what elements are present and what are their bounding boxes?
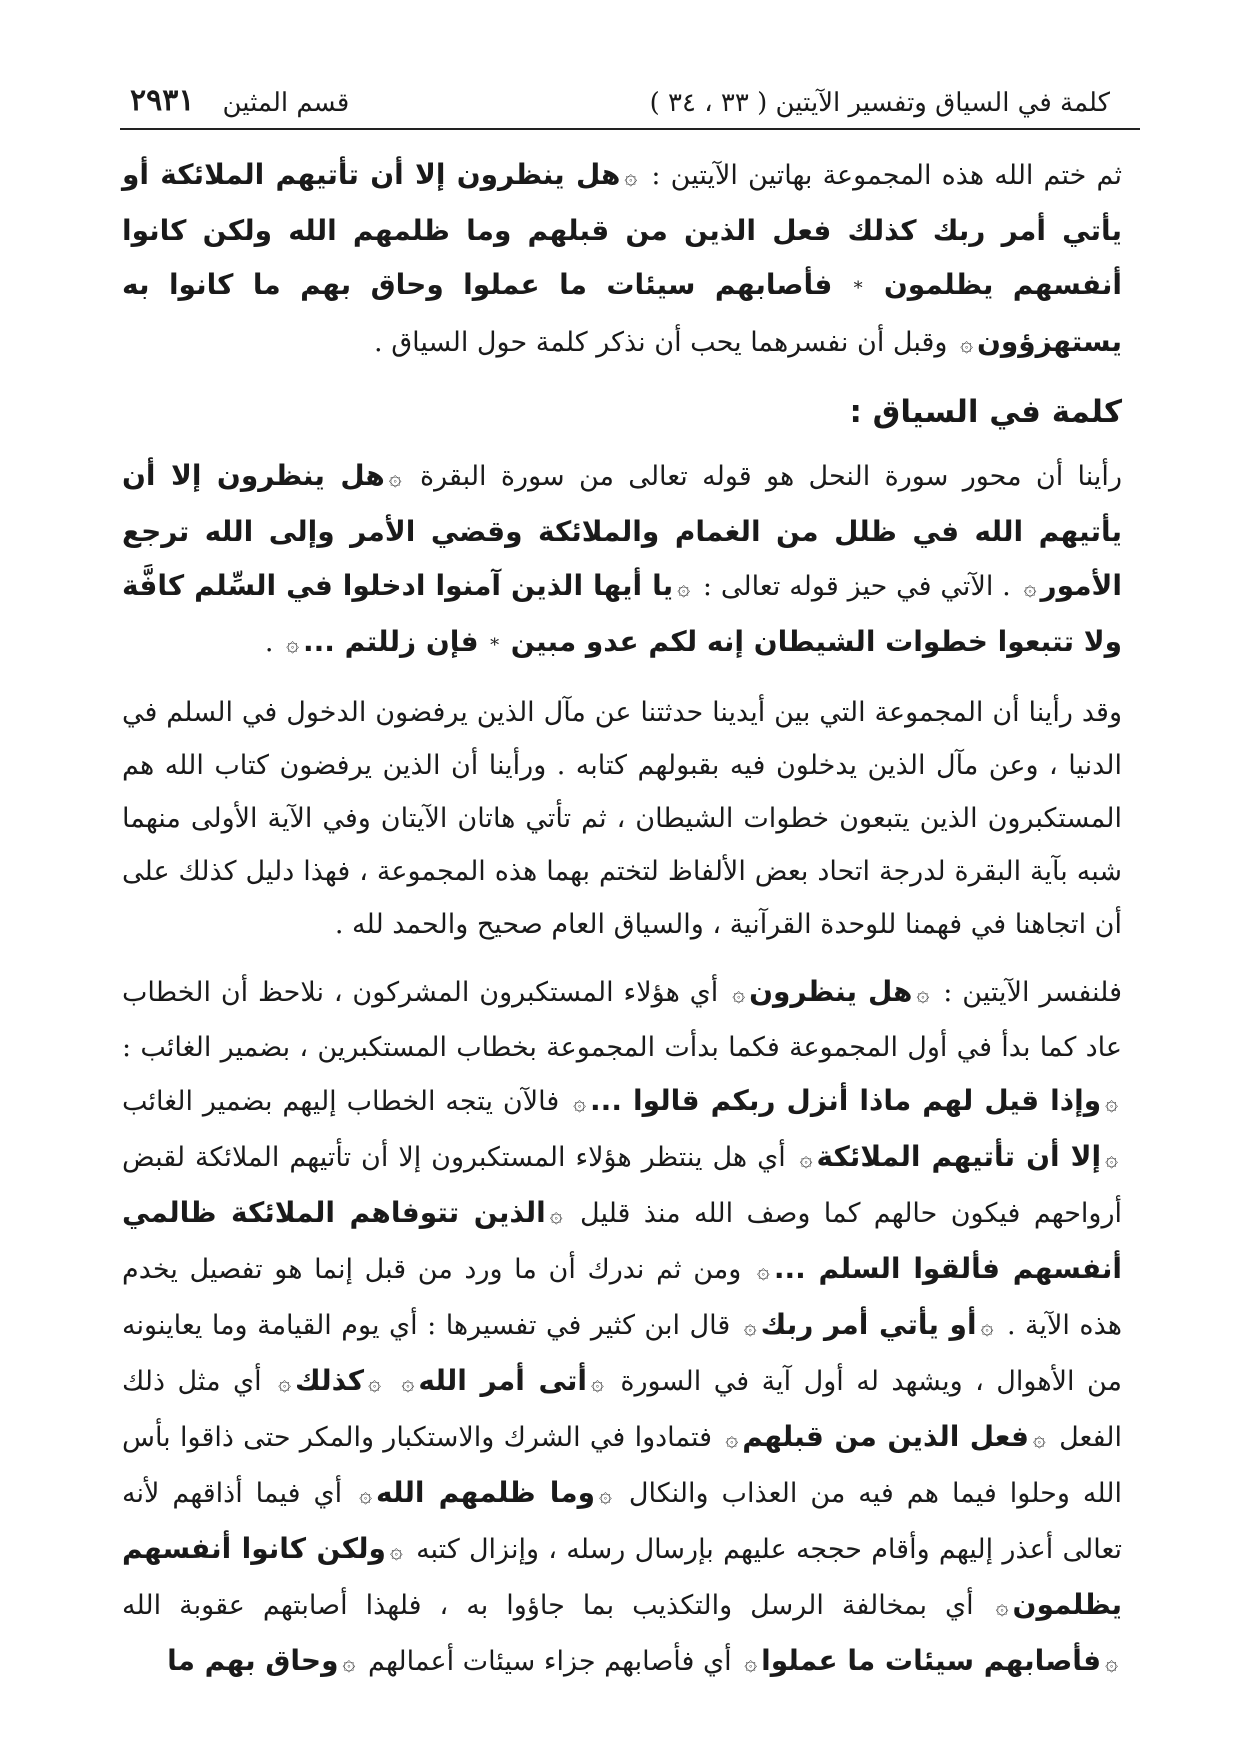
verse-open-ornament: ۞: [1105, 1147, 1118, 1172]
text-segment: أي مثل ذلك الفعل: [122, 1366, 1122, 1453]
verse-close-ornament: ۞: [732, 982, 746, 1007]
verse-close-ornament: ۞: [1023, 576, 1037, 601]
verse-open-ornament: ۞: [388, 466, 402, 491]
header-title: كلمة في السياق وتفسير الآيتين ( ٣٣ ، ٣٤ ): [649, 88, 1110, 118]
verse-close-ornament: ۞: [799, 1147, 813, 1172]
verse-open-ornament: ۞: [549, 1203, 563, 1228]
running-header: [130, 78, 1110, 118]
text-segment: ومن ثم ندرك أن ما ورد من قبل إنما هو تفصيل يخدم هذه الآية .: [122, 1254, 1122, 1341]
quran-verse: وحاق بهم ما: [167, 1644, 339, 1677]
text-segment: فتمادوا في الشرك والاستكبار والمكر حتى ذاقوا بأس الله وحلوا فيما هم فيه من العذاب والنكال: [122, 1422, 1123, 1509]
verse-close-ornament: ۞: [744, 1651, 758, 1676]
verse-open-ornament: ۞: [980, 1315, 994, 1340]
verse-close-ornament: ۞: [960, 332, 973, 357]
quran-verse: الذين تتوفاهم الملائكة ظالمي أنفسهم فألقوا السلم ...: [122, 1196, 1122, 1285]
text-segment: فالآن يتجه الخطاب إليهم بضمير الغائب: [122, 1086, 560, 1117]
verse-separator-mark: *: [490, 635, 500, 656]
quran-verse: كذلك: [295, 1364, 365, 1397]
verse-close-ornament: ۞: [995, 1595, 1009, 1620]
verse-open-ornament: ۞: [916, 982, 930, 1007]
quran-verse: فعل الذين من قبلهم: [742, 1420, 1029, 1453]
verse-open-ornament: ۞: [389, 1539, 403, 1564]
verse-open-ornament: ۞: [677, 576, 691, 601]
verse-open-ornament: ۞: [590, 1371, 604, 1396]
verse-open-ornament: ۞: [368, 1371, 381, 1396]
verse-close-ornament: ۞: [401, 1371, 415, 1396]
quran-verse: فأصابهم سيئات ما عملوا وحاق بهم ما كانوا به يستهزؤون: [122, 268, 1122, 358]
quran-verse: إلا أن تأتيهم الملائكة: [816, 1140, 1102, 1173]
text-segment: رأينا أن محور سورة النحل هو قوله تعالى من سورة البقرة: [419, 461, 1122, 492]
verse-close-ornament: ۞: [743, 1315, 757, 1340]
verse-open-ornament: ۞: [1105, 1091, 1118, 1116]
text-segment: أي هؤلاء المستكبرون المشركون ، نلاحظ أن الخطاب عاد كما بدأ في أول المجموعة فكما بدأت المجموعة بخطاب المستكبرين ، بضمير الغائب :: [122, 977, 1122, 1063]
verse-separator-mark: *: [853, 278, 863, 299]
quran-verse: يا أيها الذين آمنوا ادخلوا في السِّلم كافَّة ولا تتبعوا خطوات الشيطان إنه لكم عدو مبين: [122, 569, 1122, 658]
text-segment: أي هل ينتظر هؤلاء المستكبرون إلا أن تأتيهم الملائكة لقبض أرواحهم فيكون حالهم كما وصف الله منذ قليل: [122, 1142, 1122, 1229]
paragraph-tafsir: [122, 965, 1122, 1690]
quran-verse: هل ينظرون إلا أن تأتيهم الملائكة أو يأتي أمر ربك كذلك فعل الذين من قبلهم وما ظلمهم الله ولكن كانوا أنفسهم يظلمون: [122, 158, 1122, 301]
text-segment: .: [264, 627, 274, 658]
paragraph-group-summary: وقد رأينا أن المجموعة التي بين أيدينا حدثتنا عن مآل الذين يرفضون الدخول في السلم في الدنيا ، وعن مآل الذين يدخلون فيه بقبولهم كتابه . ورأينا أن الذين يرفضون كتاب الله هم المستكبرون الذين يتبعون خطوات الشيطان ، ثم تأتي هاتان الآيتان وفي الآية الأولى منهما شبه بآية البقرة لدرجة اتحاد بعض الألفاظ لتختم بهما هذه المجموعة ، فهذا دليل كذلك على أن اتجاهنا في فهمنا للوحدة القرآنية ، والسياق العام صحيح والحمد لله .: [122, 697, 1122, 940]
verse-close-ornament: ۞: [756, 1259, 770, 1284]
verse-open-ornament: ۞: [342, 1651, 356, 1676]
verse-open-ornament: ۞: [1032, 1427, 1046, 1452]
verse-close-ornament: ۞: [278, 1371, 292, 1396]
verse-open-ornament: ۞: [599, 1483, 612, 1508]
verse-open-ornament: ۞: [624, 165, 638, 190]
text-segment: أي فأصابهم جزاء سيئات أعمالهم: [368, 1646, 732, 1677]
header-rule: [120, 128, 1140, 130]
header-section: قسم المثين: [222, 88, 350, 118]
text-segment: أي فيما أذاقهم لأنه تعالى أعذر إليهم وأقام حججه عليهم بإرسال رسله ، وإنزال كتبه: [122, 1478, 1122, 1565]
body-text: [122, 148, 1122, 1704]
verse-open-ornament: ۞: [1105, 1651, 1118, 1676]
paragraph-context: [122, 449, 1122, 672]
verse-close-ornament: ۞: [286, 632, 299, 657]
text-segment: فلنفسر الآيتين :: [943, 977, 1122, 1008]
quran-verse: أو يأتي أمر ربك: [760, 1308, 977, 1341]
section-heading: كلمة في السياق :: [849, 394, 1122, 430]
quran-verse: ولكن كانوا أنفسهم يظلمون: [122, 1532, 1122, 1621]
verse-close-ornament: ۞: [573, 1091, 587, 1116]
quran-verse: فإن زللتم ...: [302, 625, 479, 658]
text-segment: وقبل أن نفسرهما يحب أن نذكر كلمة حول السياق .: [374, 327, 948, 358]
paragraph-closing-verses: [122, 148, 1122, 371]
quran-verse: فأصابهم سيئات ما عملوا: [761, 1644, 1102, 1677]
text-segment: قال ابن كثير في تفسيرها : أي يوم القيامة وما يعاينونه من الأهوال ، ويشهد له أول آية في السورة: [122, 1310, 1122, 1397]
verse-close-ornament: ۞: [359, 1483, 372, 1508]
quran-verse: هل ينظرون إلا أن يأتيهم الله في ظلل من الغمام والملائكة وقضي الأمر وإلى الله ترجع الأمور: [122, 459, 1122, 602]
header-left-group: [130, 83, 349, 118]
quran-verse: وما ظلمهم الله: [376, 1476, 596, 1509]
quran-verse: أتى أمر الله: [418, 1364, 587, 1397]
quran-verse: هل ينظرون: [749, 975, 913, 1008]
quran-verse: وإذا قيل لهم ماذا أنزل ربكم قالوا ...: [590, 1084, 1102, 1117]
page-number: ٢٩٣١: [130, 83, 195, 118]
text-segment: أي بمخالفة الرسل والتكذيب بما جاؤوا به ، فلهذا أصابتهم عقوبة الله: [122, 1590, 974, 1621]
text-segment: . الآتي في حيز قوله تعالى :: [702, 571, 1011, 602]
verse-close-ornament: ۞: [725, 1427, 739, 1452]
text-segment: ثم ختم الله هذه المجموعة بهاتين الآيتين :: [651, 160, 1122, 191]
